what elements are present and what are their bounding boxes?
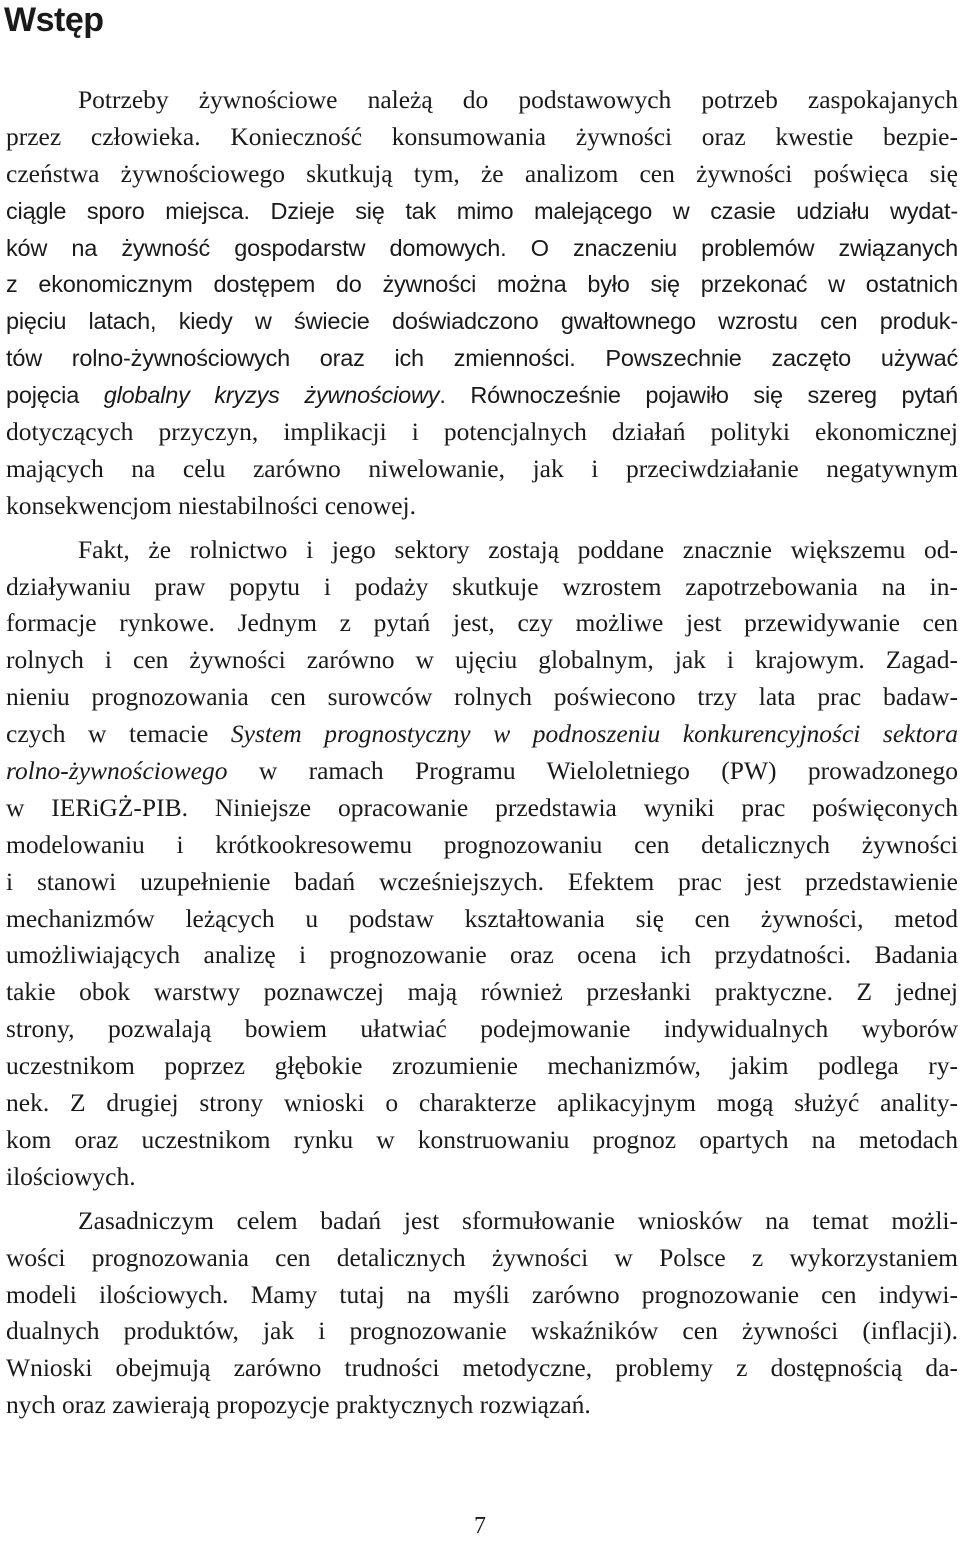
italic-term: rolno-żywnościowego <box>6 756 228 786</box>
paragraph-3-line: dualnych produktów, jak i prognozowanie wskaźników cen żywności (inflacji). <box>6 1316 958 1346</box>
paragraph-2-line: ilościowych. <box>6 1161 136 1191</box>
paragraph-2-line: w IERiGŻ-PIB. Niniejsze opracowanie przedstawia wyniki prac poświęconych <box>6 792 958 822</box>
paragraph-3-line: wości prognozowania cen detalicznych żywności w Polsce z wykorzystaniem <box>6 1242 958 1272</box>
paragraph-2-line: takie obok warstwy poznawczej mają również przesłanki praktyczne. Z jednej <box>6 977 958 1007</box>
italic-term: globalny kryzys żywnościowy <box>103 382 440 409</box>
line-text: pojęcia <box>6 382 104 409</box>
paragraph-3-line: nych oraz zawierają propozycje praktycznych rozwiązań. <box>6 1390 591 1420</box>
paragraph-3-line: Wnioski obejmują zarówno trudności metodyczne, problemy z dostępnością da- <box>6 1353 958 1383</box>
line-text: czych w temacie <box>6 719 231 749</box>
paragraph-2-line: nek. Z drugiej strony wnioski o charakterze aplikacyjnym mogą służyć anality- <box>6 1088 958 1118</box>
paragraph-2-line: kom oraz uczestnikom rynku w konstruowaniu prognoz opartych na metodach <box>6 1124 958 1154</box>
paragraph-2-line: umożliwiających analizę i prognozowanie oraz ocena ich przydatności. Badania <box>6 940 958 970</box>
paragraph-1-line: czeństwa żywnościowego skutkują tym, że analizom cen żywności poświęca się <box>6 158 958 188</box>
paragraph-2-line: rolnych i cen żywności zarówno w ujęciu globalnym, jak i krajowym. Zagad- <box>6 645 958 675</box>
paragraph-1-line: Potrzeby żywnościowe należą do podstawowych potrzeb zaspokajanych <box>78 85 958 114</box>
paragraph-2-line: formacje rynkowe. Jednym z pytań jest, czy możliwe jest przewidywanie cen <box>6 608 958 638</box>
paragraph-2-line: działywaniu praw popytu i podaży skutkuje wzrostem zapotrzebowania na in- <box>6 571 958 601</box>
paragraph-1-line: ciągle sporo miejsca. Dzieje się tak mimo malejącego w czasie udziału wydat- <box>6 197 958 224</box>
paragraph-2-line: mechanizmów leżących u podstaw kształtowania się cen żywności, metod <box>6 903 958 933</box>
paragraph-1-line: ków na żywność gospodarstw domowych. O znaczeniu problemów związanych <box>6 234 958 261</box>
paragraph-1-line: tów rolno-żywnościowych oraz ich zmienności. Powszechnie zaczęto używać <box>6 345 958 372</box>
paragraph-2-line: Fakt, że rolnictwo i jego sektory zostają poddane znacznie większemu od- <box>78 534 958 564</box>
paragraph-2-line: modelowaniu i krótkookresowemu prognozowaniu cen detalicznych żywności <box>6 829 958 859</box>
paragraph-2-line: strony, pozwalają bowiem ułatwiać podejmowanie indywidualnych wyborów <box>6 1014 958 1044</box>
paragraph-1-line: pięciu latach, kiedy w świecie doświadczono gwałtownego wzrostu cen produk- <box>6 308 958 335</box>
paragraph-1-line: konsekwencjom niestabilności cenowej. <box>6 490 417 520</box>
paragraph-3-line: Zasadniczym celem badań jest sformułowanie wniosków na temat możli- <box>78 1205 958 1235</box>
paragraph-2-line: uczestnikom poprzez głębokie zrozumienie mechanizmów, jakim podlega ry- <box>6 1051 958 1081</box>
paragraph-1-line: dotyczących przyczyn, implikacji i potencjalnych działań polityki ekonomicznej <box>6 417 958 447</box>
body-text <box>6 82 958 1424</box>
paragraph-gap <box>6 1196 958 1203</box>
paragraph-3-line: modeli ilościowych. Mamy tutaj na myśli zarówno prognozowanie cen indywi- <box>6 1279 958 1309</box>
paragraph-1-line: przez człowieka. Konieczność konsumowania żywności oraz kwestie bezpie- <box>6 121 958 151</box>
page-heading: Wstęp <box>4 1 104 39</box>
paragraph-2-line <box>6 753 958 790</box>
paragraph-1-line: z ekonomicznym dostępem do żywności można było się przekonać w ostatnich <box>6 271 958 298</box>
line-text: w ramach Programu Wieloletniego (PW) prowadzonego <box>227 756 958 786</box>
line-text: . Równocześnie pojawiło się szereg pytań <box>439 382 958 409</box>
paragraph-gap <box>6 525 958 532</box>
paragraph-2-line <box>6 716 958 753</box>
italic-term: System prognostyczny w podnoszeniu konkurencyjności sektora <box>230 719 958 749</box>
paragraph-1-line <box>6 377 958 414</box>
paragraph-2-line: i stanowi uzupełnienie badań wcześniejszych. Efektem prac jest przedstawienie <box>6 866 958 896</box>
paragraph-1-line: mających na celu zarówno niwelowanie, jak i przeciwdziałanie negatywnym <box>6 453 958 483</box>
paragraph-2-line: nieniu prognozowania cen surowców rolnych poświecono trzy lata prac badaw- <box>6 682 958 712</box>
page-number: 7 <box>474 1513 486 1539</box>
